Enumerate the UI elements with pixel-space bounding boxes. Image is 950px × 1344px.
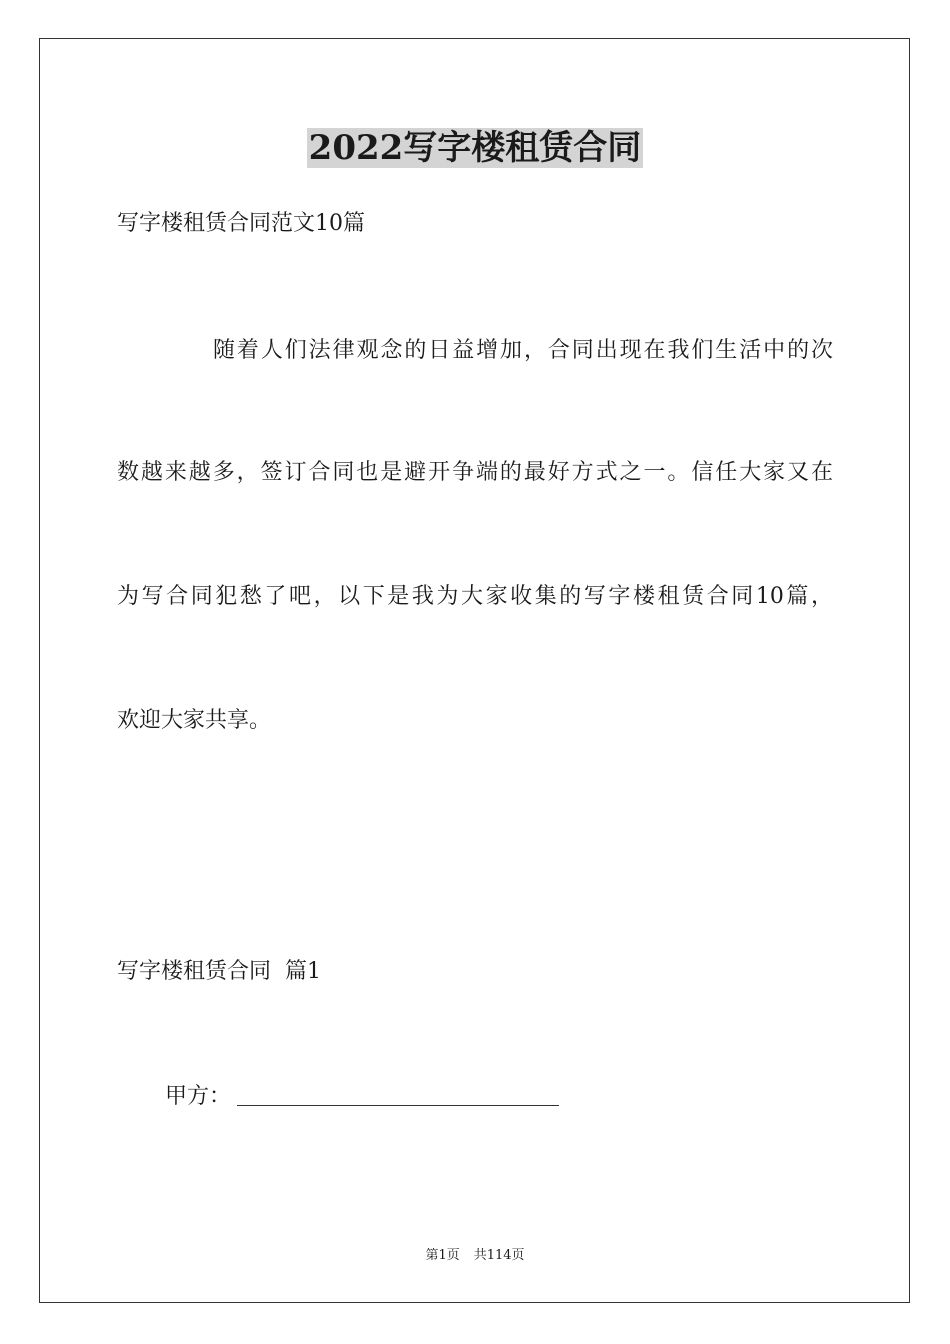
page-footer	[0, 1247, 950, 1265]
page-number-total: 共114页	[473, 1248, 525, 1263]
intro-paragraph-line-4: 欢迎大家共享。	[117, 708, 272, 733]
intro-paragraph-line-3: 为写合同犯愁了吧，以下是我为大家收集的写字楼租赁合同10篇，	[117, 584, 833, 609]
party-a-label: 甲方：	[165, 1084, 232, 1109]
document-subtitle: 写字楼租赁合同范文10篇	[117, 211, 365, 236]
intro-paragraph-line-2: 数越来越多，签订合同也是避开争端的最好方式之一。信任大家又在	[117, 460, 833, 485]
document-title	[0, 126, 950, 170]
section-heading: 写字楼租赁合同 篇1	[117, 959, 321, 984]
intro-paragraph-line-1: 随着人们法律观念的日益增加，合同出现在我们生活中的次	[213, 338, 833, 363]
page-number-current: 第1页	[425, 1248, 460, 1263]
party-a-row	[165, 1082, 559, 1112]
party-a-blank-line	[237, 1104, 559, 1106]
document-title-text: 2022写字楼租赁合同	[308, 128, 642, 168]
